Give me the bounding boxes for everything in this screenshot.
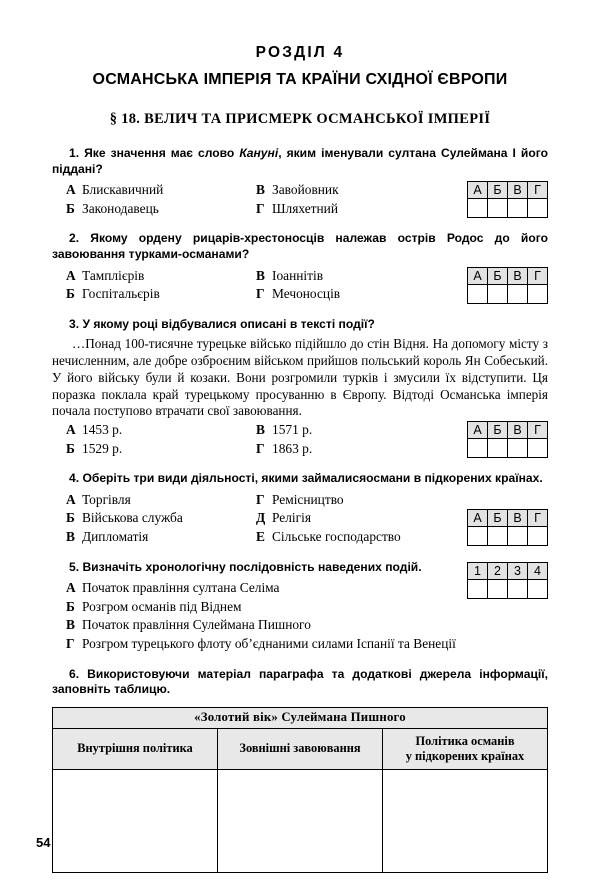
option-text: Торгівля (82, 491, 131, 507)
answer-cell[interactable] (528, 580, 548, 599)
option-text: Шляхетний (272, 200, 339, 216)
option-letter: Д (256, 510, 266, 526)
chapter-label: РОЗДІЛ 4 (255, 44, 345, 61)
answer-grid-header-cell: Б (488, 267, 508, 284)
option-letter: Г (66, 636, 75, 652)
question-1-prompt-part2: , яким іменували султана Сулеймана I його піддані? (52, 146, 548, 176)
option-text: Блискавичний (82, 182, 164, 198)
option-letter: В (66, 617, 75, 633)
question-1-prompt (52, 146, 548, 177)
answer-grid-header-cell: В (508, 267, 528, 284)
answer-cell[interactable] (468, 526, 488, 545)
option-text: Іоаннітів (272, 267, 324, 283)
option-b[interactable] (66, 200, 256, 219)
option-text: Релігія (272, 510, 311, 526)
table-cell-internal-policy[interactable] (53, 769, 218, 872)
answer-grid-header-row (468, 509, 548, 526)
answer-cell[interactable] (528, 526, 548, 545)
question-3 (52, 317, 548, 458)
option-text: Сільське господарство (272, 529, 401, 544)
table-cell-conquests[interactable] (218, 769, 383, 872)
option-h[interactable] (256, 491, 548, 510)
answer-grid-header-cell: А (468, 182, 488, 199)
answer-grid-header-cell: А (468, 267, 488, 284)
answer-grid-header-cell: Г (528, 182, 548, 199)
golden-age-table (52, 707, 548, 873)
option-b[interactable] (66, 598, 548, 617)
option-letter: Б (66, 510, 75, 526)
answer-grid-header-cell: Г (528, 509, 548, 526)
question-3-prompt: 3. У якому році відбувалися описані в тексті події? (69, 316, 375, 331)
answer-cell[interactable] (488, 580, 508, 599)
answer-cell[interactable] (468, 580, 488, 599)
option-v[interactable] (66, 528, 256, 547)
answer-cell[interactable] (488, 284, 508, 303)
answer-grid-header-cell: Г (528, 267, 548, 284)
answer-grid-header-cell: В (508, 182, 528, 199)
option-letter: А (66, 421, 76, 437)
question-3-body (52, 421, 548, 458)
answer-grid-header-cell: А (468, 421, 488, 438)
question-4-prompt: 4. Оберіть три види діяльності, якими займалисяосмани в підкорених країнах. (69, 471, 543, 486)
option-letter: А (66, 491, 76, 507)
question-2-prompt: 2. Якому ордену рицарів-хрестоносців належав острів Родос до його завоювання турками-османами? (52, 231, 548, 262)
answer-cell[interactable] (508, 526, 528, 545)
question-6-prompt: 6. Використовуючи матеріал параграфа та додаткові джерела інформації, заповніть таблицю. (52, 666, 548, 697)
chapter-title: ОСМАНСЬКА ІМПЕРІЯ ТА КРАЇНИ СХІДНОЇ ЄВРОПИ (92, 71, 508, 88)
option-text: Завойовник (272, 182, 339, 198)
answer-cell[interactable] (488, 199, 508, 218)
answer-grid-header-row (468, 563, 548, 580)
section-title: § 18. ВЕЛИЧ ТА ПРИСМЕРК ОСМАНСЬКОЇ ІМПЕРІЇ (109, 111, 491, 127)
option-text: Законодавець (82, 200, 159, 216)
answer-cell[interactable] (488, 526, 508, 545)
answer-cell[interactable] (468, 199, 488, 218)
option-letter: А (66, 580, 76, 596)
answer-grid-header-cell: В (508, 509, 528, 526)
table-column-header-line2: у підкорених країнах (405, 748, 525, 763)
answer-cell[interactable] (468, 284, 488, 303)
question-5 (52, 560, 548, 654)
option-letter: Б (66, 598, 75, 614)
option-letter: Б (66, 440, 75, 456)
table-column-header-conquests: Зовнішні завоювання (218, 728, 383, 769)
table-column-header-internal-policy: Внутрішня політика (53, 728, 218, 769)
answer-grid-header-row (468, 421, 548, 438)
question-1-term: Кануні (239, 146, 279, 160)
option-v[interactable] (66, 616, 548, 635)
option-h[interactable] (66, 635, 548, 654)
answer-grid-input-row[interactable] (468, 199, 548, 218)
answer-cell[interactable] (508, 284, 528, 303)
option-text: 1863 р. (272, 440, 313, 456)
answer-grid-header-cell: Б (488, 182, 508, 199)
option-letter: Б (66, 286, 75, 302)
option-a[interactable] (66, 181, 256, 200)
option-a[interactable] (66, 491, 256, 510)
answer-cell[interactable] (528, 199, 548, 218)
table-row (53, 769, 548, 872)
question-6 (52, 667, 548, 873)
option-text: Розгром османів під Віднем (82, 598, 242, 614)
option-text: Початок правління султана Селіма (82, 580, 280, 596)
option-letter: Г (256, 286, 265, 302)
option-text: Госпітальєрів (82, 286, 160, 302)
question-4 (52, 471, 548, 546)
answer-cell[interactable] (488, 438, 508, 457)
option-letter: Г (256, 491, 265, 507)
question-5-prompt: 5. Визначіть хронологічну послідовність наведених подій. (69, 559, 422, 574)
option-letter: В (256, 182, 265, 198)
answer-grid-question-5[interactable] (467, 562, 548, 599)
option-a[interactable] (66, 267, 256, 286)
option-text: Тамплієрів (82, 267, 145, 283)
option-letter: Б (66, 200, 75, 216)
answer-grid-header-cell: Г (528, 421, 548, 438)
answer-grid-header-cell: 1 (468, 563, 488, 580)
answer-grid-header-cell: В (508, 421, 528, 438)
question-1-body (52, 181, 548, 218)
option-letter: Г (256, 440, 265, 456)
answer-cell[interactable] (468, 438, 488, 457)
option-letter: Г (256, 200, 265, 216)
option-letter: Е (256, 529, 265, 544)
answer-grid-header-row (468, 182, 548, 199)
question-4-body (52, 491, 548, 547)
answer-grid-question-4[interactable] (467, 509, 548, 546)
option-text: 1571 р. (272, 421, 313, 437)
question-1-prompt-part1: 1. Яке значення має слово (69, 146, 240, 160)
answer-grid-header-cell: 2 (488, 563, 508, 580)
option-letter: В (66, 529, 75, 544)
option-letter: А (66, 182, 76, 198)
answer-grid-input-row[interactable] (468, 284, 548, 303)
question-2-body (52, 267, 548, 304)
table-cell-policy-conquered[interactable] (383, 769, 548, 872)
option-text: Ремісництво (272, 491, 344, 507)
answer-cell[interactable] (508, 580, 528, 599)
option-a[interactable] (66, 421, 256, 440)
question-1 (52, 146, 548, 218)
option-text: 1453 р. (82, 421, 123, 437)
option-b[interactable] (66, 509, 256, 528)
option-b[interactable] (66, 440, 256, 459)
answer-grid-input-row[interactable] (468, 526, 548, 545)
question-2 (52, 231, 548, 303)
table-column-header-policy-conquered (383, 728, 548, 769)
option-text: Розгром турецького флоту об’єднаними силами Іспанії та Венеції (82, 636, 456, 652)
option-b[interactable] (66, 285, 256, 304)
answer-cell[interactable] (508, 199, 528, 218)
answer-grid-question-2[interactable] (467, 267, 548, 304)
page-number: 54 (36, 835, 51, 850)
option-letter: В (256, 267, 265, 283)
answer-grid-header-cell: 3 (508, 563, 528, 580)
answer-grid-header-cell: Б (488, 509, 508, 526)
answer-grid-input-row[interactable] (468, 580, 548, 599)
table-title-row (53, 707, 548, 728)
answer-grid-header-cell: А (468, 509, 488, 526)
option-text: Початок правління Сулеймана Пишного (82, 617, 311, 633)
option-text: Мечоносців (272, 286, 341, 302)
answer-grid-input-row[interactable] (468, 438, 548, 457)
answer-grid-question-1[interactable] (467, 181, 548, 218)
table-header-row (53, 728, 548, 769)
option-text: Дипломатія (82, 529, 149, 544)
option-text: 1529 р. (82, 440, 123, 456)
answer-cell[interactable] (528, 284, 548, 303)
option-letter: В (256, 421, 265, 437)
answer-grid-header-cell: Б (488, 421, 508, 438)
answer-cell[interactable] (528, 438, 548, 457)
table-column-header-line1: Політика османів (415, 733, 515, 748)
option-letter: А (66, 267, 76, 283)
table-title: «Золотий вік» Сулеймана Пишного (53, 707, 548, 728)
answer-grid-question-3[interactable] (467, 421, 548, 458)
question-3-source-text: …Понад 100-тисячне турецьке військо підійшло до стін Відня. На допомогу місту з нечисленним, але добре озброєним військом прийшов польський король Ян Собеський. У його війську були й козаки. Вони розгромили турків і змусили їх відступити. Ця поразка поклала край турецькому просуванню в Європу. Відтоді Османська імперія почала поступово втрачати свої завоювання. (52, 336, 548, 419)
answer-grid-header-cell: 4 (528, 563, 548, 580)
option-text: Військова служба (82, 510, 183, 526)
answer-grid-header-row (468, 267, 548, 284)
answer-cell[interactable] (508, 438, 528, 457)
